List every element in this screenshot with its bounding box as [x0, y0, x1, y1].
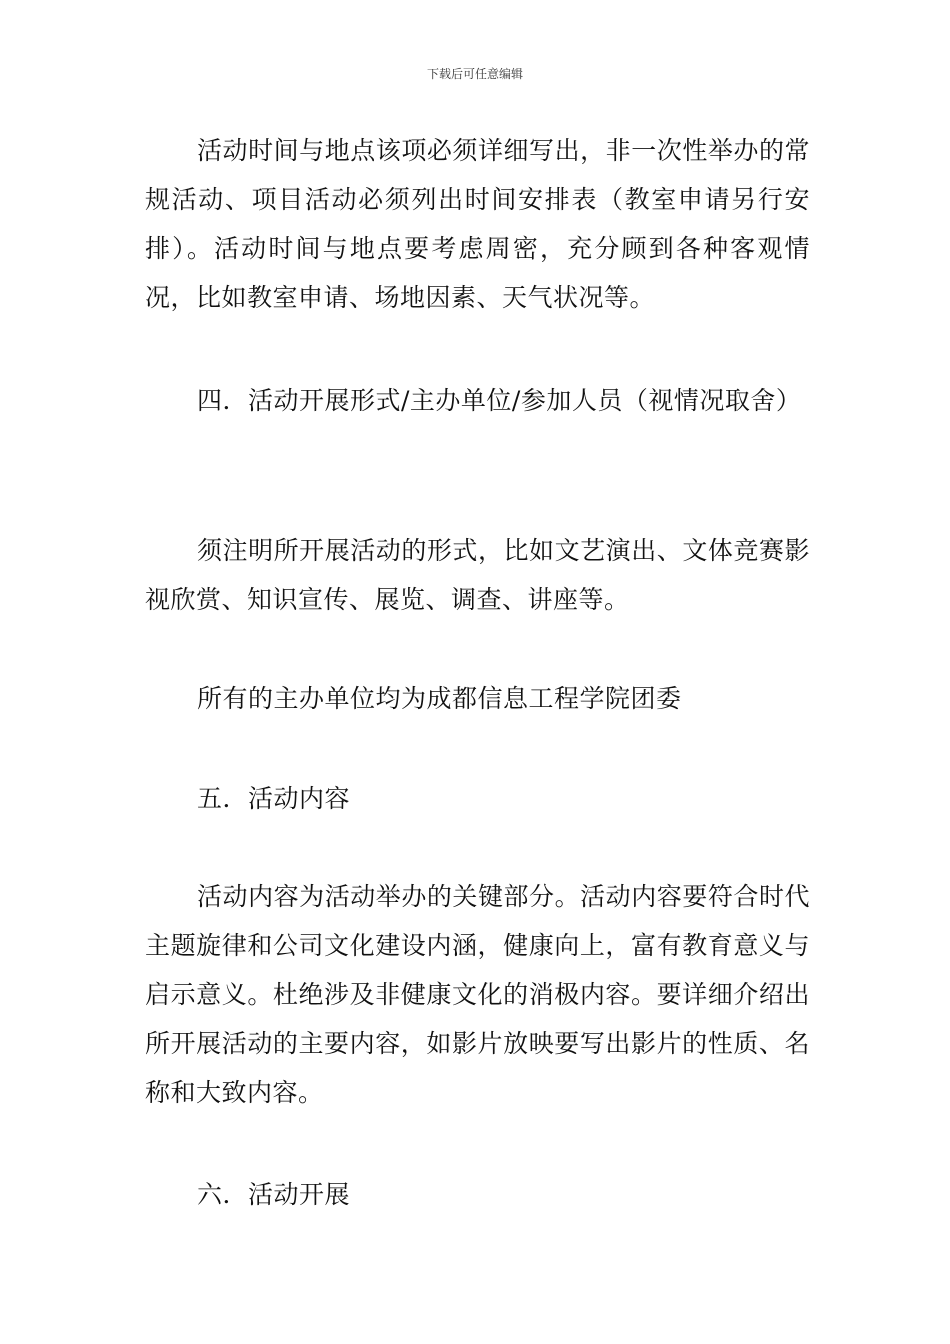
paragraph-activity-form: 须注明所开展活动的形式，比如文艺演出、文体竞赛影视欣赏、知识宣传、展览、调查、讲座等。 — [145, 536, 810, 614]
section-4-heading: 四．活动开展形式/主办单位/参加人员（视情况取舍） — [197, 386, 802, 415]
paragraph-organizer: 所有的主办单位均为成都信息工程学院团委 — [197, 684, 682, 713]
section-5-heading: 五．活动内容 — [197, 784, 351, 813]
paragraph-time-place: 活动时间与地点该项必须详细写出，非一次性举办的常规活动、项目活动必须列出时间安排表（教室申请另行安排）。活动时间与地点要考虑周密，充分顾到各种客观情况，比如教室申请、场地因素、天气状况等。 — [145, 136, 810, 312]
section-6-heading: 六．活动开展 — [197, 1180, 351, 1209]
paragraph-activity-content: 活动内容为活动举办的关键部分。活动内容要符合时代主题旋律和公司文化建设内涵，健康向上，富有教育意义与启示意义。杜绝涉及非健康文化的消极内容。要详细介绍出所开展活动的主要内容，如影片放映要写出影片的性质、名称和大致内容。 — [145, 882, 810, 1107]
page-header-note: 下载后可任意编辑 — [426, 67, 523, 81]
